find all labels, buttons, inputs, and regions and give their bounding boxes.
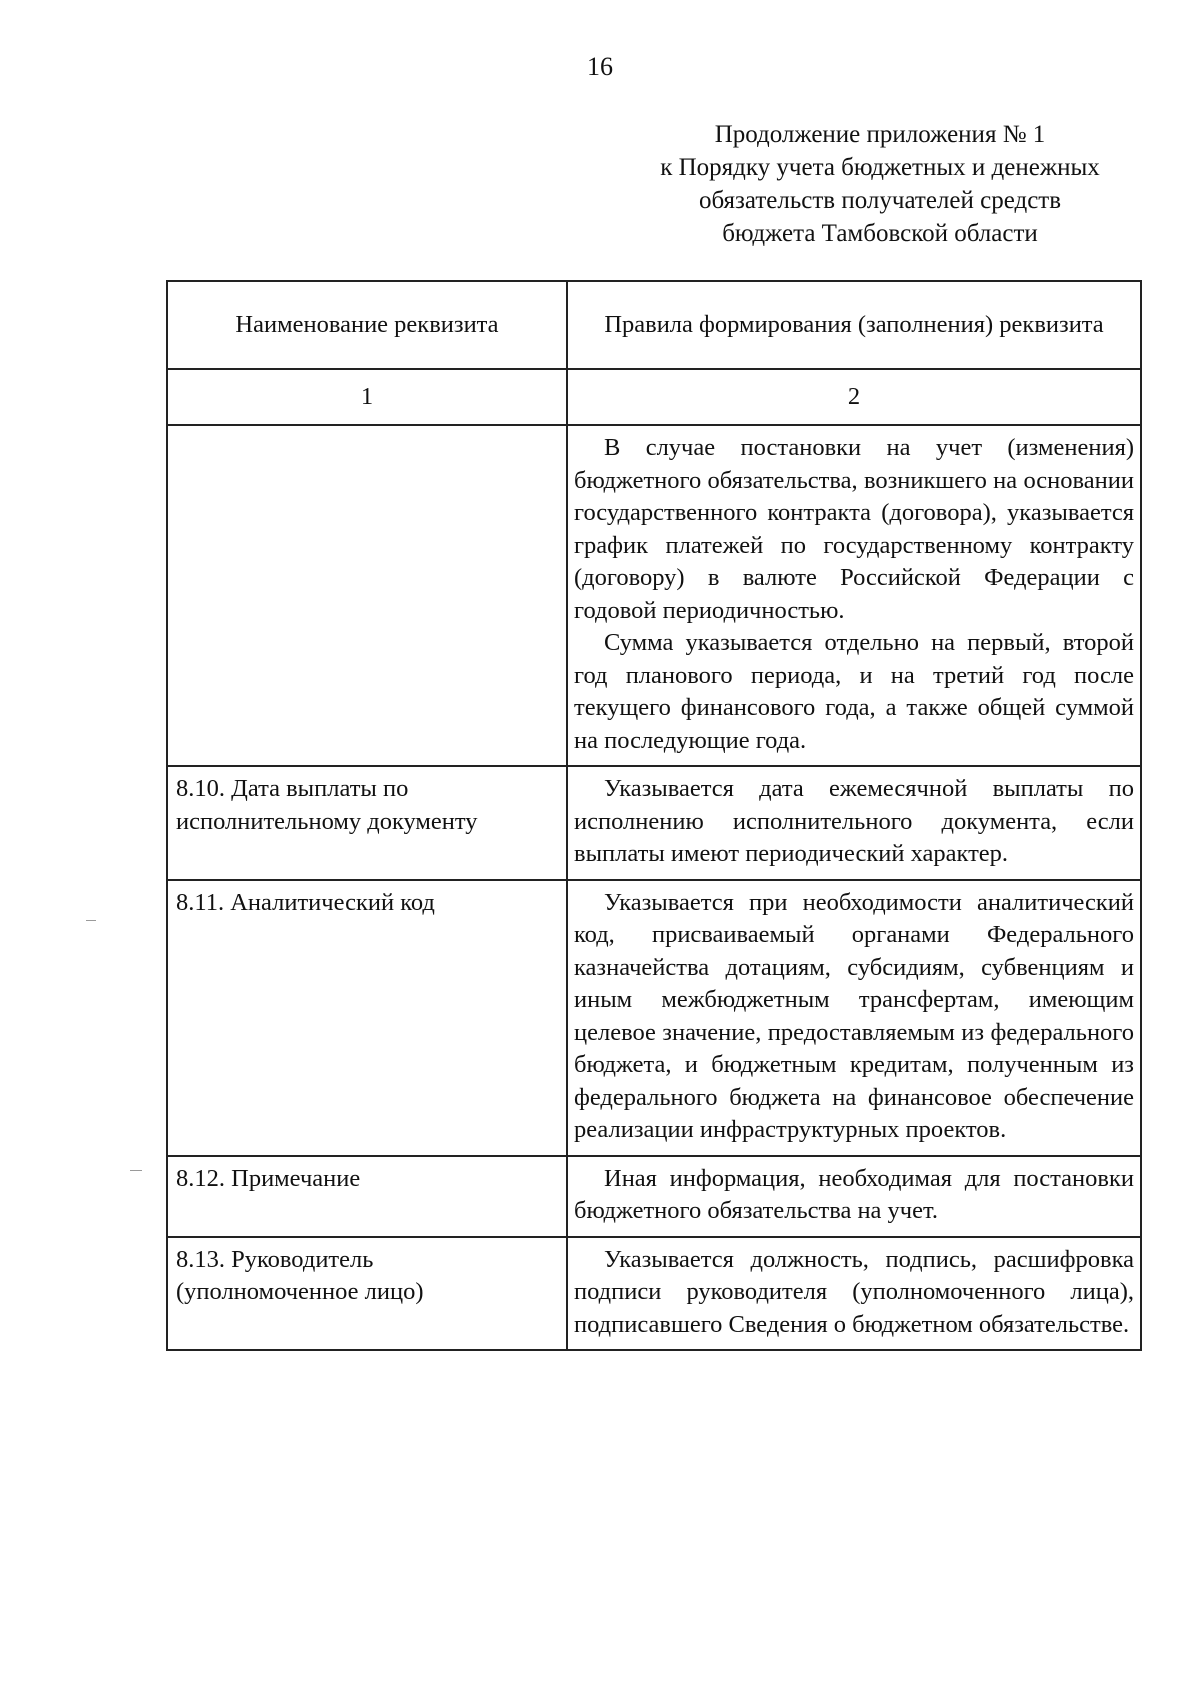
column-number-row: [167, 369, 1141, 425]
header-filling-rules: Правила формирования (заполнения) реквизита: [567, 281, 1141, 369]
table-row: [167, 1156, 1141, 1237]
requisite-name: 8.12. Примечание: [167, 1156, 567, 1237]
rule-paragraph: Указывается дата ежемесячной выплаты по исполнению исполнительного документа, если выплаты имеют периодический характер.: [574, 775, 1134, 867]
table-row: [167, 1237, 1141, 1351]
requisites-table: [166, 280, 1142, 1351]
requisite-name: 8.10. Дата выплаты по исполнительному документу: [167, 766, 567, 880]
requisite-rules: [567, 766, 1141, 880]
requisite-rules: [567, 1237, 1141, 1351]
page-number: 16: [587, 52, 613, 81]
requisite-name: 8.11. Аналитический код: [167, 880, 567, 1156]
requisite-rules: [567, 880, 1141, 1156]
header-requisite-name: Наименование реквизита: [167, 281, 567, 369]
requisite-name: [167, 425, 567, 766]
table-header-row: [167, 281, 1141, 369]
rule-paragraph: Указывается при необходимости аналитический код, присваиваемый органами Федерального казначейства дотациям, субсидиям, субвенциям и иным межбюджетным трансфертам, имеющим целевое значение, предоставляемым из федерального бюджета, и бюджетным кредитам, полученным из федерального бюджета на финансовое обеспечение реализации инфраструктурных проектов.: [574, 888, 1134, 1143]
requisite-rules: [567, 1156, 1141, 1237]
appendix-header-line: обязательств получателей средств: [698, 187, 1062, 214]
rule-paragraph: Иная информация, необходимая для постановки бюджетного обязательства на учет.: [574, 1164, 1134, 1224]
scan-mark: [130, 1170, 142, 1171]
table-row: [167, 425, 1141, 766]
column-number: 2: [567, 369, 1141, 425]
appendix-header-line: бюджета Тамбовской области: [722, 220, 1038, 247]
requisite-name: 8.13. Руководитель (уполномоченное лицо): [167, 1237, 567, 1351]
appendix-header: [600, 118, 1160, 250]
rule-paragraph: Указывается должность, подпись, расшифровка подписи руководителя (уполномоченного лица), подписавшего Сведения о бюджетном обязательстве.: [574, 1245, 1134, 1338]
appendix-header-line: Продолжение приложения № 1: [714, 121, 1046, 148]
rule-paragraph: В случае постановки на учет (изменения) бюджетного обязательства, возникшего на основании государственного контракта (договора), указывается график платежей по государственному контракту (договору) в валюте Российской Федерации с годовой периодичностью.: [574, 434, 1134, 624]
requisite-rules: [567, 425, 1141, 766]
table-row: [167, 766, 1141, 880]
rule-paragraph: Сумма указывается отдельно на первый, второй год планового периода, и на третий год после текущего финансового года, а также общей суммой на последующие года.: [574, 629, 1134, 754]
appendix-header-line: к Порядку учета бюджетных и денежных: [660, 154, 1100, 181]
scan-mark: [86, 920, 96, 921]
column-number: 1: [167, 369, 567, 425]
table-row: [167, 880, 1141, 1156]
